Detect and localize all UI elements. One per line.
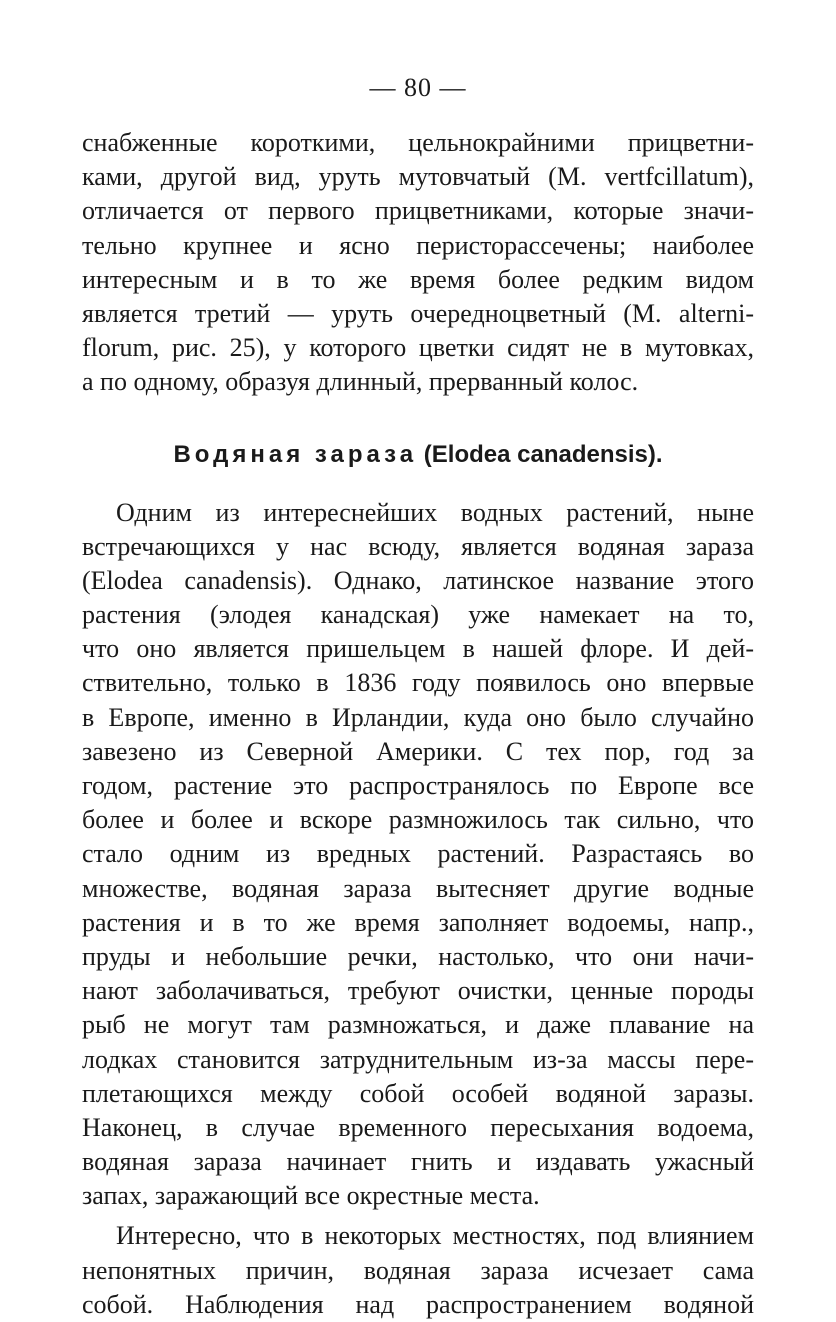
text-line: множестве, водяная зараза вытесняет другие водные xyxy=(82,873,754,903)
text-line: пруды и небольшие речки, настолько, что они начи- xyxy=(82,941,754,971)
section-heading-latin: (Elodea canadensis). xyxy=(423,440,663,468)
text-line: рыб не могут там размножаться, и даже плавание на xyxy=(82,1010,754,1040)
text-line: ками, другой вид, уруть мутовчатый (M. vertfcillatum), xyxy=(82,162,754,192)
text-line: запах, заражающий все окрестные места. xyxy=(82,1181,540,1211)
text-line: завезено из Северной Америки. С тех пор, год за xyxy=(82,736,754,766)
text-line: годом, растение это распространялось по Европе все xyxy=(82,771,754,800)
page-number: — 80 — xyxy=(369,73,467,102)
text-line: более и более и вскоре размножилось так сильно, что xyxy=(82,805,754,835)
paragraph-elodea-intro xyxy=(82,496,754,1214)
text-line: встречающихся у нас всюду, является водяная зараза xyxy=(82,531,754,561)
text-line: Наконец, в случае временного пересыхания водоема, xyxy=(82,1112,754,1142)
text-line: лодках становится затруднительным из-за массы пере- xyxy=(82,1044,754,1074)
paragraph-myriophyllum xyxy=(82,126,754,400)
book-page xyxy=(82,68,754,1322)
text-line: тельно крупнее и ясно перисторассечены; наиболее xyxy=(82,230,754,260)
text-line: интересным и в то же время более редким видом xyxy=(82,264,754,294)
text-line: плетающихся между собой особей водяной заразы. xyxy=(82,1078,754,1108)
text-line: нают заболачиваться, требуют очистки, ценные породы xyxy=(82,976,754,1006)
text-line: ствительно, только в 1836 году появилось оно впервые xyxy=(82,668,754,698)
text-line: является третий — уруть очередноцветный (M. alterni- xyxy=(82,298,754,328)
text-line: florum, рис. 25), у которого цветки сидят не в мутовках, xyxy=(82,333,754,363)
section-heading xyxy=(82,438,754,472)
text-line: Одним из интереснейших водных растений, ныне xyxy=(116,497,754,527)
text-line: (Elodea canadensis). Однако, латинское название этого xyxy=(82,565,754,595)
text-line: что оно является пришельцем в нашей флоре. И дей- xyxy=(82,634,754,664)
text-line: в Европе, именно в Ирландии, куда оно было случайно xyxy=(82,702,754,732)
text-line: водяная зараза начинает гнить и издавать ужасный xyxy=(82,1147,754,1177)
text-line: отличается от первого прицветниками, которые значи- xyxy=(82,196,754,226)
text-line: Интересно, что в некоторых местностях, под влиянием xyxy=(116,1221,754,1251)
text-line: снабженные короткими, цельнокрайними прицветни- xyxy=(82,128,754,157)
paragraph-elodea-disappearance xyxy=(82,1219,754,1322)
text-line: стало одним из вредных растений. Разрастаясь во xyxy=(82,839,754,869)
text-line: собой. Наблюдения над распространением водяной xyxy=(82,1289,754,1319)
text-line: а по одному, образуя длинный, прерванный колос. xyxy=(82,367,639,397)
text-line: непонятных причин, водяная зараза исчезает сама xyxy=(82,1255,754,1285)
section-heading-russian: Водяная зараза xyxy=(173,440,418,468)
text-line: растения (элодея канадская) уже намекает на то, xyxy=(82,600,754,630)
text-line: растения и в то же время заполняет водоемы, напр., xyxy=(82,907,754,937)
